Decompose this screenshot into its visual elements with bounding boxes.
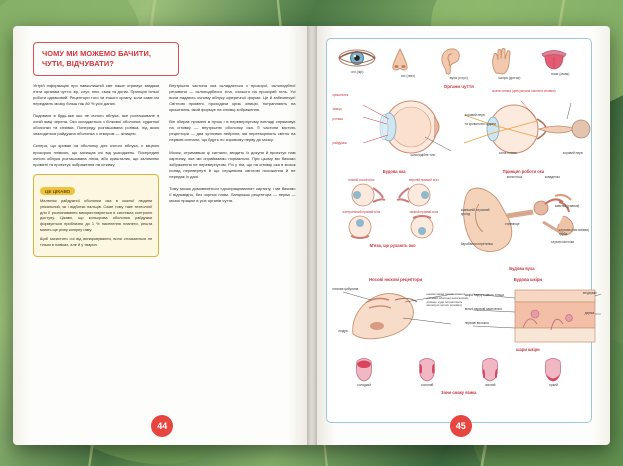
tongue-zone-icon: [415, 355, 439, 383]
nose-caption: Носові нюхові рецептори: [369, 277, 423, 283]
taste-zone-salty: [415, 355, 439, 387]
taste-zone-sweet: [352, 355, 376, 387]
muscle-item: [395, 178, 453, 208]
eye-cross-section-icon: [333, 91, 473, 163]
paragraph: Мозок, отримавши ці сигнали, зводить їх докупи й проєктує нам картинку, яке ми сприймаємо нормально. При цьому ми бачимо зображення не перевернутим. Річ у тім, що на сітківці ока в мозок понад перевернуті й що серцевина світлові положення й не передає їх далі.: [169, 149, 296, 179]
ear-label-stapes: стремінце: [504, 222, 520, 227]
eye-label-blind-spot: сліпа пляма: [498, 151, 517, 156]
tongue-zone-icon: [478, 355, 502, 383]
sense-item-skin: [489, 47, 531, 80]
nose-label-olfactory-nerves: нюхові нерви (розташовані в слизовій оболонці носа верхніх ділянок, куди потрапляють молекули летких речовин): [426, 292, 469, 308]
taste-label: кислий: [485, 383, 496, 388]
taste-zone-bitter: [541, 355, 565, 387]
eye-muscles-block: [333, 178, 453, 272]
ear-label-eustachian-tube: слухова (євстахієва) труба: [558, 228, 589, 237]
skin-caption: Будова шкіри: [513, 277, 543, 283]
paragraph: Внутрішня частина ока складається з прозорої, склоподібної речовини — склоподібного тіла, схожого на прозорий гель. Усі вони надають очному яблуку сферичної форми. Це й забезпечує! Світлові промені, проходячи крізь зіницю, потрапляють на кришталик, який формує на сітківці зображення.: [169, 82, 296, 113]
page-title: [33, 42, 179, 76]
left-column-2: [169, 83, 295, 258]
eye-diagram-captions: [333, 166, 586, 175]
nose-label-nostril: ніздря: [338, 329, 348, 334]
paragraph: Устрій інформацію про навколишній світ наше отримує завдяки п'яти органам чуття: зір, слух, нюх, смак та дотик. Принцип їхньої роботи однаковий. Рецептори того чи іншого органу, коли саме очі передають мозку більш ніж 80 % усіх даних.: [33, 82, 160, 107]
ear-caption: Будова вуха: [509, 266, 535, 272]
eye-icon: [337, 47, 377, 69]
taste-zone-sour: [478, 355, 502, 387]
book-page-right: [312, 26, 611, 445]
open-book: [13, 26, 610, 445]
hand-icon: [489, 47, 515, 75]
taste-label: гіркий: [549, 383, 558, 388]
page-number-right: 45: [450, 415, 472, 437]
eye-muscle-icon: [333, 214, 387, 240]
nose-block: [332, 275, 469, 353]
ear-label-incus: коваделко: [544, 175, 560, 180]
sense-label: очі (зір): [351, 70, 364, 74]
nose-label-olfactory-bulb: нюхова цибулина: [332, 287, 359, 292]
taste-zones-row: [333, 355, 586, 387]
ear-label-eardrum: барабанна перетинка: [460, 242, 493, 247]
page-title-text: ЧОМУ МИ МОЖЕМО БАЧИТИ, ЧУТИ, ВІДЧУВАТИ?: [42, 49, 152, 68]
ear-block: [459, 175, 589, 272]
paragraph: Склера, що криває на оболонку для очного яблука, є міцною прозорою плівкою, що захищає очі від ушкоджень. Посередині очного яблука розташована лінза, або кришталик, що заломлює промені та проєктує зображення на сітківку.: [33, 143, 160, 167]
muscle-item: [333, 210, 391, 240]
left-column-1: [33, 83, 159, 258]
left-page-columns: [33, 83, 296, 258]
eye-diagrams-row: [333, 91, 586, 163]
muscle-label: верхній прямий м'яз: [409, 178, 439, 183]
eye-muscle-icon: [395, 182, 449, 208]
eye-label-optic-nerve-right: зоровий нерв: [562, 151, 583, 156]
nose-icon: [387, 47, 413, 73]
eye-label-pupil: зіниця: [332, 107, 342, 112]
sense-label: ніс (нюх): [400, 74, 416, 78]
sense-label: шкіра (дотик): [498, 76, 521, 80]
paragraph: Подивися в будь-яке око не очного яблука, яке розташоване в очній ямці черепа. Око складається з білкової оболонки, судинної оболонки та сітківки. Попереду розташована рогівка, під якою знаходиться райдужна оболонка з отвором — зіницею.: [33, 113, 160, 137]
sense-label: вуха (слух): [449, 76, 468, 80]
skin-label-epidermis: епідерміс: [582, 291, 597, 296]
muscles-and-ear-row: [333, 175, 589, 272]
eye-principle-caption: Принцип роботи ока: [502, 169, 545, 175]
book-page-left: [13, 26, 312, 445]
sense-item-ear: [438, 47, 480, 80]
eye-label-cornea: рогівка: [332, 117, 343, 122]
eye-label-vitreous: склоподібне тіло: [410, 153, 436, 158]
muscle-label: латеральний прямий м'яз: [342, 210, 381, 215]
ear-label-cochlea: завитка (равлик): [554, 204, 580, 209]
paragraph: Він збирає промені в пучок і в перевернутому вигляді спрямовує на сітківку — внутрішню оболонку ока. Її частини містять рецептори — два чутливих нейрони, які перетворюють світло на нервові сигнали, що йдуть по зоровому нерву до мозку.: [169, 119, 296, 143]
ear-icon: [438, 47, 462, 75]
skin-label-nerve-fibers: нервові волокна: [464, 321, 489, 326]
fact-paragraph: Малюнок райдужної оболонки ока в кожної людини унікальний, як і відбитки пальців. Саме тому таке технології для її розпізнавання використовуються в системах контролю доступу. Цікаво, що кольорова оболонка райдужки формується приблизно до 1 % населення планети, решта мають ще різну колірну гаму.: [40, 198, 153, 232]
muscle-label: нижній косий м'яз: [348, 178, 375, 183]
fact-box: [33, 174, 159, 258]
tongue-zone-icon: [541, 355, 565, 383]
page-number-left: 44: [151, 415, 173, 437]
ear-label-ear-canal: зовнішній слуховий прохід: [460, 208, 490, 217]
eye-structure-diagram: [333, 91, 459, 163]
tongue-zone-icon: [352, 355, 376, 383]
taste-label: солоний: [421, 383, 434, 388]
fact-paragraph: Щоб захистити очі від випаровування, вони стискаються не тільки в повіках, але й у тварин.: [40, 236, 153, 247]
ear-label-malleus: молоточок: [506, 175, 523, 180]
eye-principle-diagram: [459, 91, 585, 163]
muscle-item: [333, 178, 391, 208]
skin-layers-caption: шари шкіри: [516, 347, 540, 353]
muscle-label: нижній прямий м'яз: [409, 210, 439, 215]
eye-muscle-icon: [333, 182, 387, 208]
tongue-icon: [539, 47, 569, 71]
eye-muscle-icon: [395, 214, 449, 240]
nose-and-skin-row: [332, 275, 597, 353]
skin-label-corpuscle: шкіра надчутливого тільця: [464, 293, 504, 298]
eye-label-blood-vessels: та кровоносні судини: [464, 122, 496, 127]
paragraph: Тому мозок домовляється «доопрацювання» картину, і ми бачимо її відповідно, без чорних плям. Ланцюжок рецептора — нерва — мозок працює в усіх органів чуття.: [169, 185, 296, 203]
ear-anatomy-icon: [459, 178, 599, 264]
senses-row: [333, 45, 586, 80]
eye-structure-caption: Будова ока: [382, 169, 406, 175]
skin-label-dermis: дерма: [584, 311, 595, 316]
sense-label: язик (смак): [551, 72, 570, 76]
sense-item-nose: [387, 47, 429, 80]
fact-box-header: ЦЕ ЦІКАВО: [40, 187, 75, 195]
eye-muscles-caption: М'язи, що рухають око: [369, 243, 416, 249]
sense-item-tongue: [539, 47, 581, 80]
eye-label-lens: кришталик: [332, 93, 349, 98]
eye-muscles-grid: [333, 178, 453, 240]
ear-label-ossicles: слухові кісточки: [550, 240, 575, 245]
muscle-item: [395, 210, 453, 240]
skin-block: [464, 275, 597, 353]
senses-section-title: Органи чуття: [443, 84, 474, 90]
sense-item-eye: [337, 47, 379, 80]
sense-organs-panel: [326, 38, 597, 423]
skin-label-nerve-endings: вільні нервові закінчення: [464, 307, 502, 312]
eye-label-macula: жовта пляма (центральна частина сітківки): [491, 89, 556, 94]
eye-label-iris: райдужка: [332, 141, 347, 146]
eye-label-optic-nerve: зоровий нерв: [464, 113, 485, 118]
taste-zones-caption: Зони смаку язика: [441, 390, 477, 396]
taste-label: солодкий: [357, 383, 371, 388]
